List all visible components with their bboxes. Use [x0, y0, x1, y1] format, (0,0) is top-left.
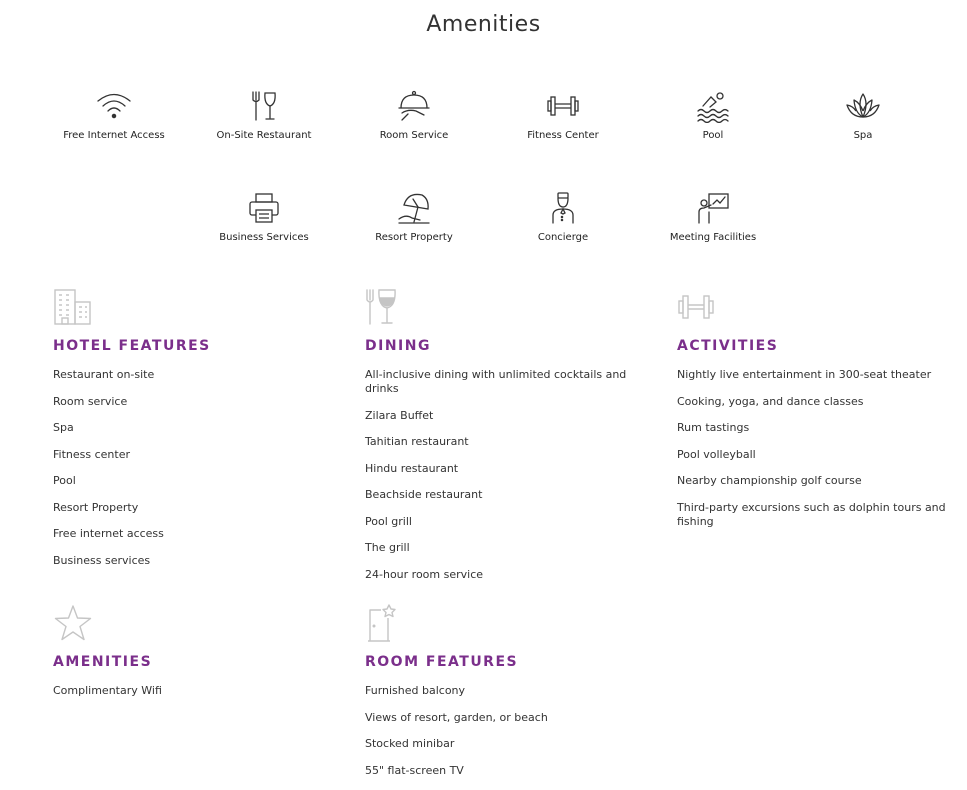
list-item: Cooking, yoga, and dance classes [677, 394, 864, 408]
cloche-icon [349, 89, 479, 123]
list-item: Tahitian restaurant [365, 435, 469, 448]
beach-umbrella-icon [349, 191, 479, 225]
list-item: 55" flat-screen TV [365, 763, 464, 777]
bellhop-icon [498, 191, 628, 225]
amenity-label: Free Internet Access [63, 130, 165, 141]
building-icon [53, 288, 343, 326]
amenity-label: Resort Property [375, 232, 453, 243]
section-room-features [365, 604, 660, 790]
amenity-label: Room Service [379, 130, 449, 141]
list-item: Zilara Buffet [365, 408, 434, 422]
list-item: The grill [365, 541, 410, 554]
amenity-fitness-center [498, 89, 628, 141]
section-amenities [53, 604, 343, 711]
section-activities [677, 288, 947, 541]
amenity-business-services [199, 191, 329, 243]
list-item: Furnished balcony [365, 684, 466, 697]
section-title: AMENITIES [53, 654, 153, 670]
swimmer-icon [648, 89, 778, 123]
amenity-label: Business Services [219, 232, 309, 243]
list-item: Pool [53, 474, 76, 487]
list-item: Spa [53, 421, 74, 434]
amenity-label: Meeting Facilities [669, 232, 757, 243]
amenity-label: Pool [702, 130, 724, 141]
list-item: Views of resort, garden, or beach [365, 710, 548, 724]
amenity-spa [798, 89, 928, 141]
section-title: ROOM FEATURES [365, 654, 519, 670]
amenity-on-site-restaurant [199, 89, 329, 141]
list-item: Room service [53, 394, 128, 408]
lotus-icon [798, 89, 928, 123]
section-title: HOTEL FEATURES [53, 338, 211, 354]
amenity-label: Concierge [537, 232, 589, 243]
list-item: Complimentary Wifi [53, 684, 162, 697]
list-item: Rum tastings [677, 421, 750, 434]
amenity-room-service [349, 89, 479, 141]
amenity-label: Spa [853, 130, 873, 141]
dumbbell-icon [498, 89, 628, 123]
amenity-free-internet [49, 89, 179, 141]
amenity-pool [648, 89, 778, 141]
list-item: Pool volleyball [677, 447, 756, 461]
presentation-icon [648, 191, 778, 225]
page-title: Amenities [426, 12, 541, 37]
list-item: Pool grill [365, 514, 412, 528]
printer-icon [199, 191, 329, 225]
section-title: DINING [365, 338, 431, 354]
section-hotel-features [53, 288, 343, 580]
list-item: Nearby championship golf course [677, 474, 862, 487]
list-item: Nightly live entertainment in 300-seat theater [677, 368, 932, 381]
list-item: 24-hour room service [365, 567, 484, 581]
list-item: Third-party excursions such as dolphin tours and fishing [677, 500, 946, 528]
star-icon [53, 604, 343, 642]
list-item: Fitness center [53, 447, 130, 461]
door-star-icon [365, 604, 660, 642]
amenity-concierge [498, 191, 628, 243]
fork-glass-icon [199, 89, 329, 123]
list-item: Free internet access [53, 527, 164, 540]
section-dining [365, 288, 660, 594]
section-title: ACTIVITIES [677, 338, 779, 354]
list-item: All-inclusive dining with unlimited cocktails and drinks [365, 368, 627, 395]
amenity-resort-property [349, 191, 479, 243]
list-item: Restaurant on-site [53, 368, 155, 381]
list-item: Beachside restaurant [365, 488, 483, 501]
list-item: Stocked minibar [365, 737, 455, 750]
wifi-icon [49, 89, 179, 123]
list-item: Business services [53, 553, 151, 567]
amenity-meeting-facilities [648, 191, 778, 243]
fork-wine-icon [365, 288, 660, 326]
amenity-label: On-Site Restaurant [216, 130, 312, 141]
amenity-label: Fitness Center [527, 130, 599, 141]
dumbbell-icon [677, 288, 947, 326]
list-item: Resort Property [53, 500, 139, 514]
list-item: Hindu restaurant [365, 461, 459, 475]
